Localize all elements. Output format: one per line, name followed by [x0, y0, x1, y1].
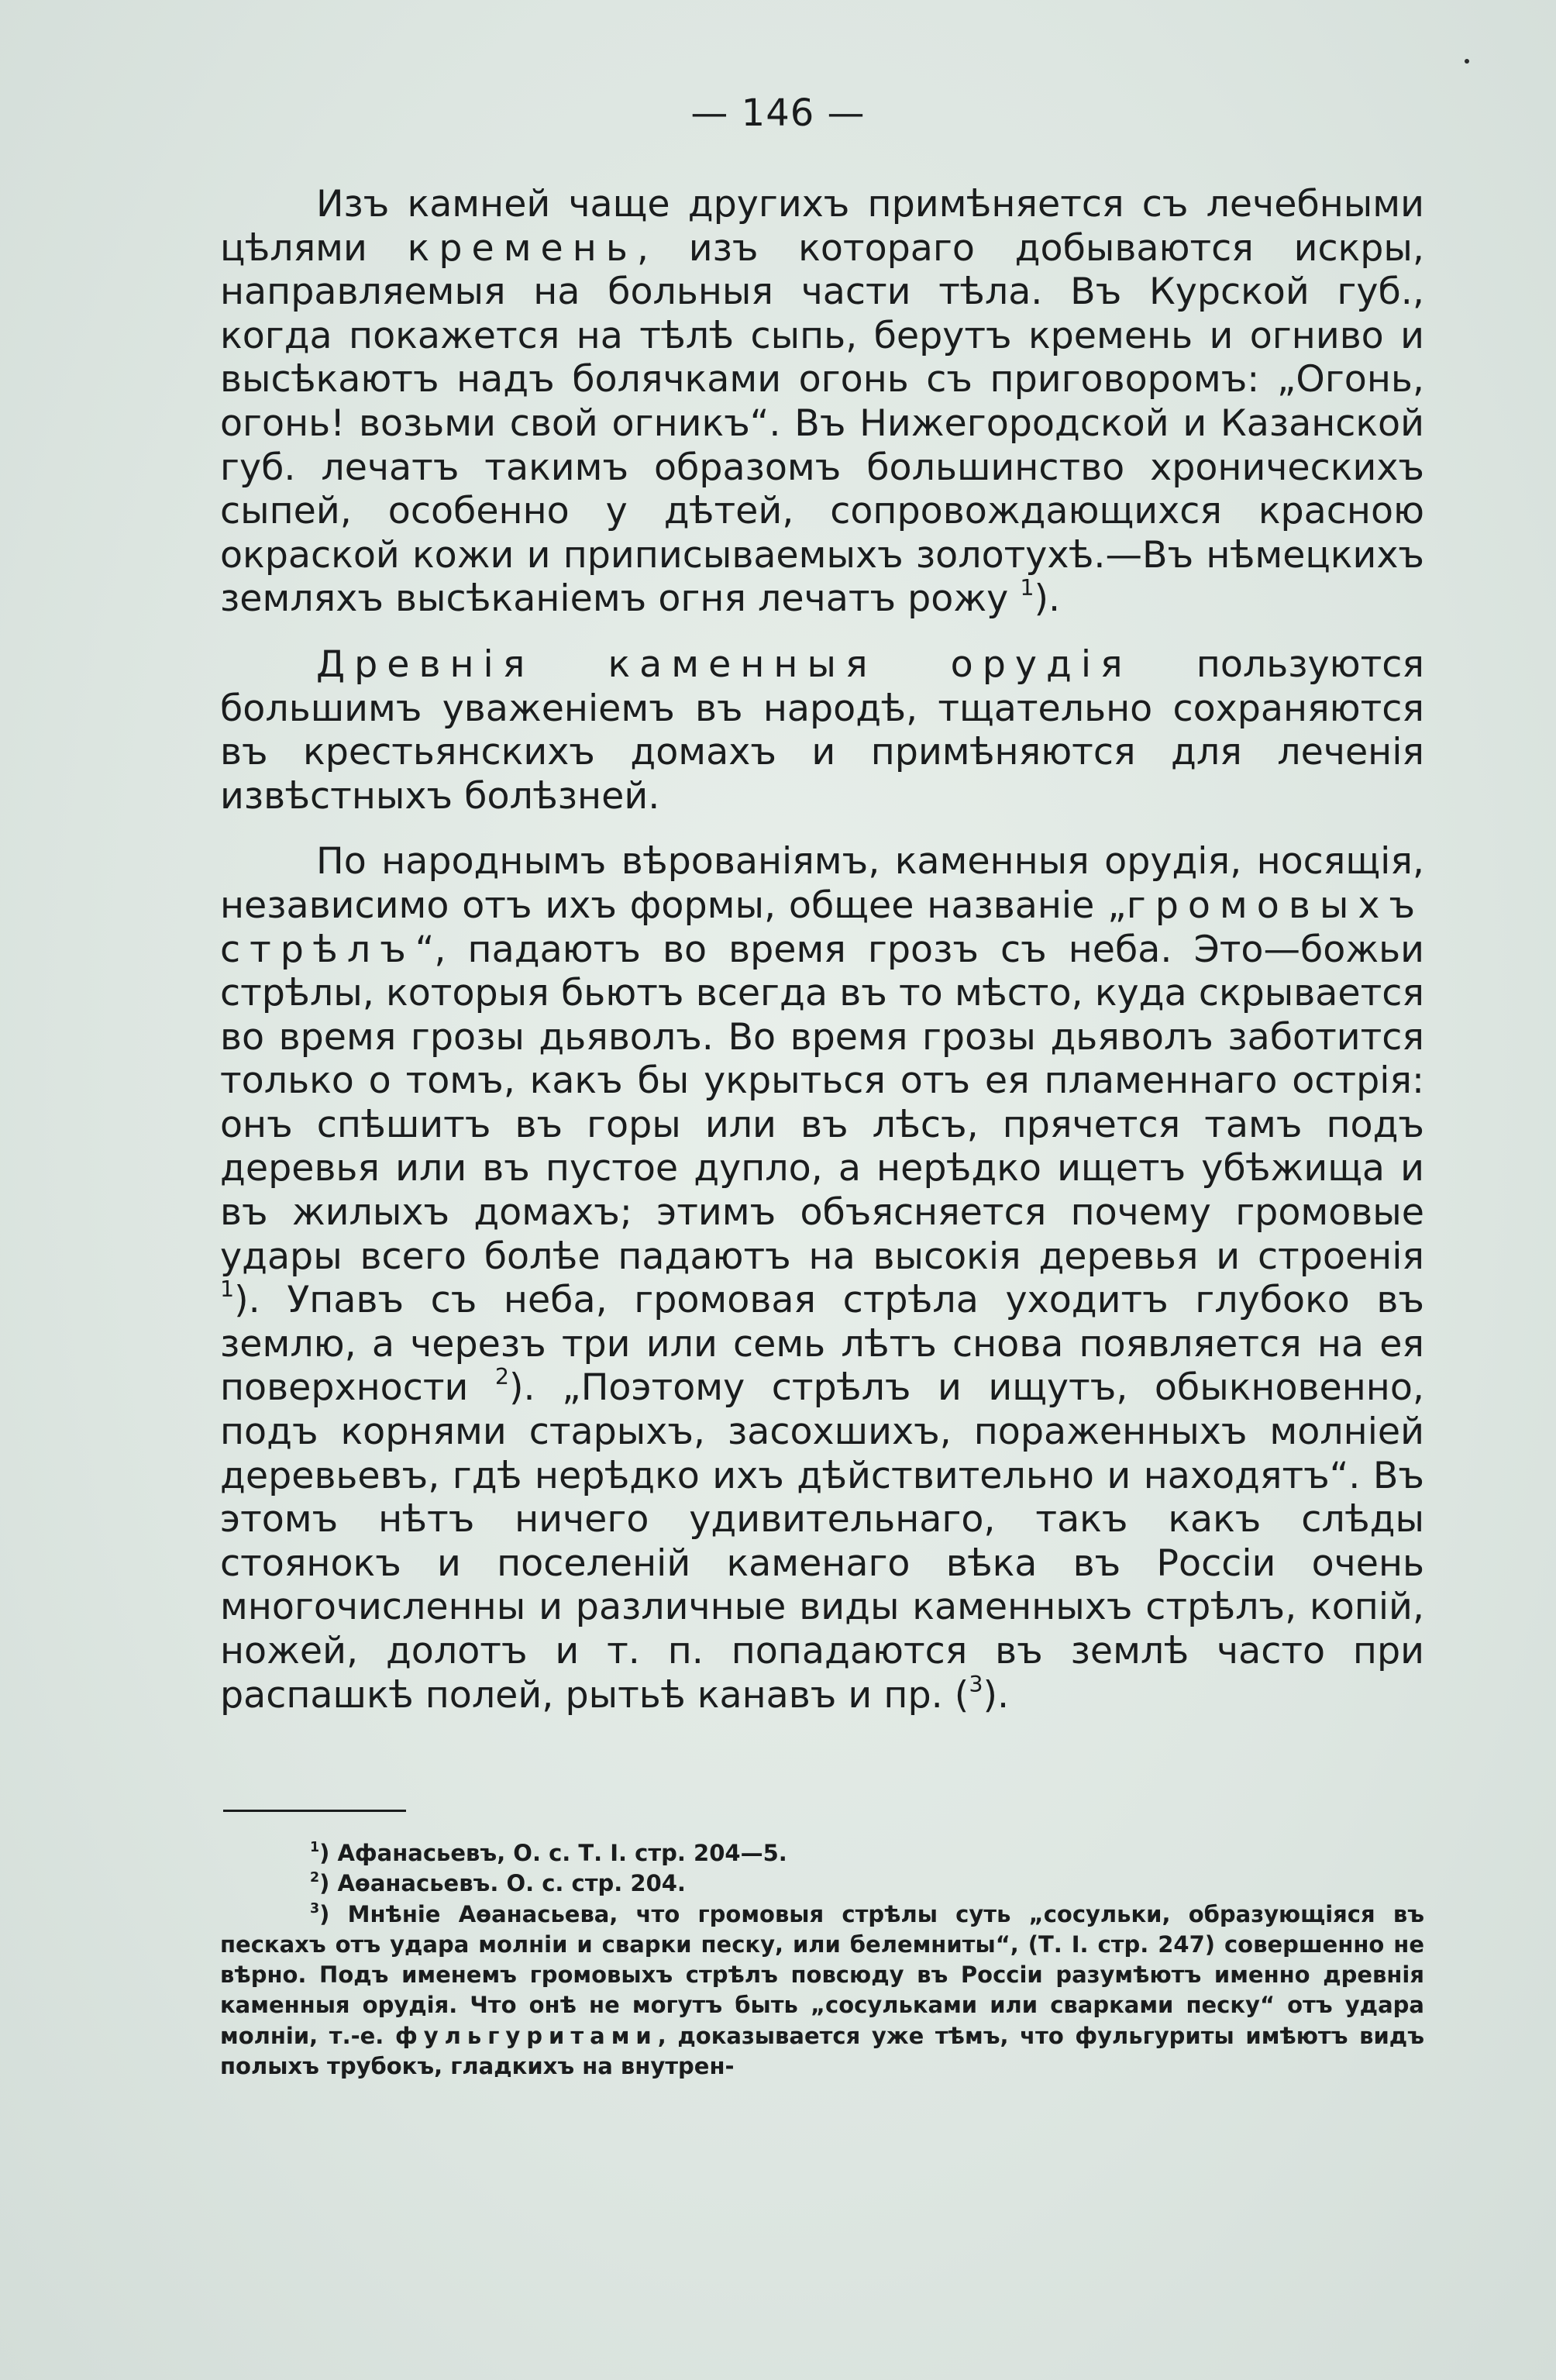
footnote-ref: 1: [1020, 575, 1034, 601]
footnote-ref: 1: [220, 1276, 235, 1303]
emphasis-spaced: Древнія каменныя орудія: [316, 642, 1132, 686]
footnote-mark: 2: [310, 1870, 320, 1886]
emphasis-spaced: фульгуритами: [394, 2022, 658, 2049]
paragraph-ancient-tools: [220, 643, 1424, 818]
footnote-3: [220, 1900, 1424, 2082]
text-run: , изъ котораго добываются искры, направляемыя на больныя части тѣла. Въ Курской губ., когда покажется на тѣлѣ сыпь, берутъ кремень и огниво и высѣкаютъ надъ болячками огонь съ приговоромъ: „Огонь, огонь! возьми свой огникъ“. Въ Нижегородской и Казанской губ. лечатъ такимъ образомъ большинство хроническихъ сыпей, особенно у дѣтей, сопровождающихся красною окраской кожи и приписываемыхъ золотухѣ.—Въ нѣмецкихъ земляхъ высѣканіемъ огня лечатъ рожу: [220, 226, 1425, 621]
footnote-ref: 2: [494, 1364, 509, 1390]
paragraph-thunder-arrows: [220, 840, 1424, 1717]
footnote-text: ) Афанасьевъ, О. с. Т. I. стр. 204—5.: [319, 1840, 787, 1866]
footnote-2: [220, 1869, 1424, 1899]
paper-speck: [1465, 59, 1469, 64]
text-run: ). Упавъ съ неба, громовая стрѣла уходитъ глубоко въ землю, а черезъ три или семь лѣтъ снова появляется на ея поверхности: [220, 1279, 1424, 1410]
text-run: По народнымъ вѣрованіямъ, каменныя орудія, носящія, независимо отъ ихъ формы, общее названіе „: [220, 840, 1424, 927]
text-run: ). „Поэтому стрѣлъ и ищутъ, обыкновенно, подъ корнями старыхъ, засохшихъ, пораженныхъ молніей деревьевъ, гдѣ нерѣдко ихъ дѣйствительно и находятъ“. Въ этомъ нѣтъ ничего удивительнаго, такъ какъ слѣды стоянокъ и поселеній каменаго вѣка въ Россіи очень многочисленны и различные виды каменныхъ стрѣлъ, копій, ножей, долотъ и т. п. попадаются въ землѣ часто при распашкѣ полей, рытьѣ канавъ и пр. (: [220, 1366, 1425, 1717]
text-run: “, падаютъ во время грозъ съ неба. Это—божьи стрѣлы, которыя бьютъ всегда въ то мѣсто, куда скрывается во время грозы дьяволъ. Во время грозы дьяволъ заботится только о томъ, какъ бы укрыться отъ ея пламеннаго острія: онъ спѣшитъ въ горы или въ лѣсъ, прячется тамъ подъ деревья или въ пустое дупло, а нерѣдко ищетъ убѣжища и въ жилыхъ домахъ; этимъ объясняется почему громовые удары всего болѣе падаютъ на высокія деревья и строенія: [220, 928, 1424, 1278]
footnote-mark: 1: [310, 1839, 320, 1855]
text-run: Изъ камней чаще другихъ примѣняется съ лечебными цѣлями: [220, 183, 1424, 270]
footnote-text: ) Аѳанасьевъ. О. с. стр. 204.: [319, 1870, 686, 1897]
emphasis-spaced: кремень: [407, 226, 637, 270]
footnote-ref: 3: [969, 1671, 983, 1697]
text-run: пользуются большимъ уваженіемъ въ народѣ, тщательно сохраняются въ крестьянскихъ домахъ и примѣняются для леченія извѣстныхъ болѣзней.: [220, 642, 1424, 818]
text-run: ).: [1034, 577, 1061, 621]
footnote-text: ) Мнѣніе Аѳанасьева, что громовыя стрѣлы суть „сосульки, образующіяся въ пескахъ отъ удара молніи и сварки песку, или белемниты“, (Т. I. стр. 247) совершенно не вѣрно. Подъ именемъ громовыхъ стрѣлъ повсюду въ Россіи разумѣютъ именно древнія каменныя орудія. Что онѣ не могутъ быть „сосульками или сварками песку“ отъ удара молніи, т.-е.: [220, 1900, 1424, 2049]
text-run: ).: [983, 1673, 1010, 1717]
footnote-1: [220, 1838, 1424, 1869]
main-text: [220, 183, 1424, 1739]
footnotes: [220, 1838, 1424, 2082]
page-number: — 146 —: [690, 91, 866, 135]
footnote-separator: [223, 1810, 406, 1812]
paragraph-flint: [220, 183, 1424, 622]
emphasis-spaced: громовыхъ стрѣлъ: [220, 883, 1424, 971]
footnote-mark: 3: [310, 1900, 320, 1917]
footnote-text: , доказывается уже тѣмъ, что фульгуриты имѣютъ видъ полыхъ трубокъ, гладкихъ на внутрен-: [220, 2022, 1425, 2080]
